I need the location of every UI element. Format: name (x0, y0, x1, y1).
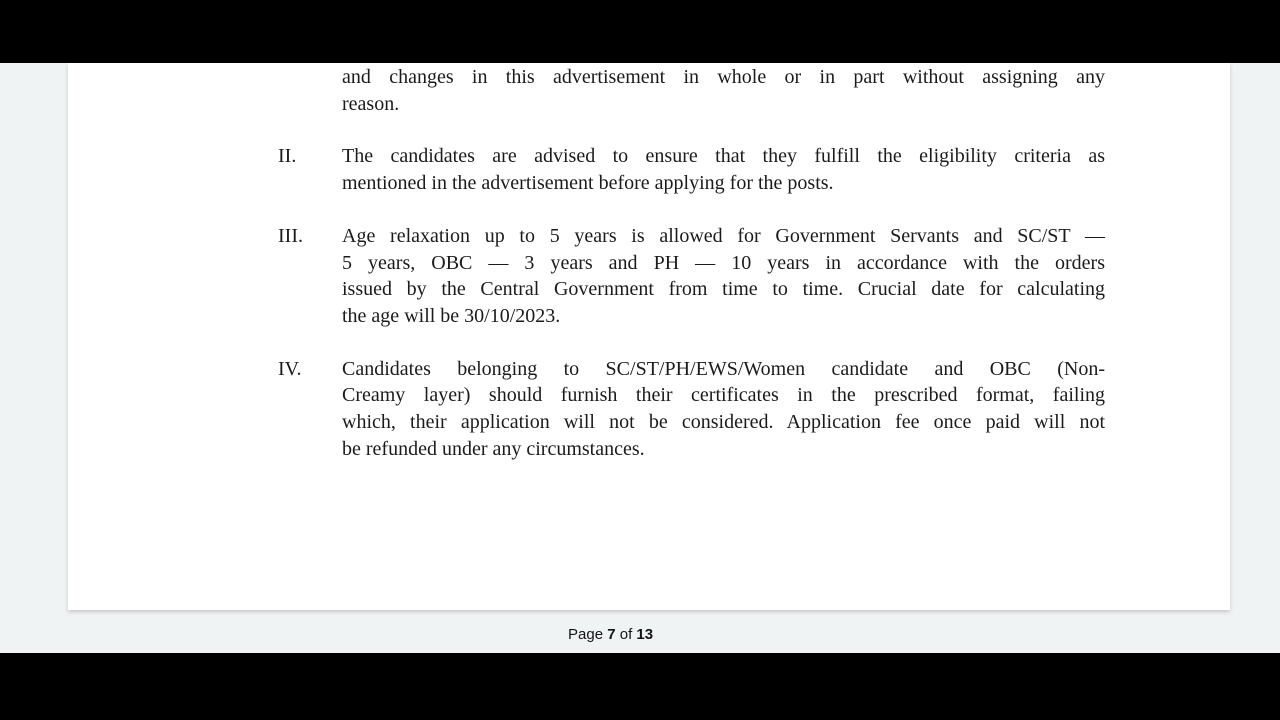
list-item-II (278, 143, 1105, 196)
letterbox-top-bar (0, 0, 1280, 63)
paragraph-line: The candidates are advised to ensure that they fulfill the eligibility criteria as (342, 145, 1105, 168)
paragraph-continuation (342, 64, 1105, 117)
paragraph-line: mentioned in the advertisement before applying for the posts. (342, 172, 834, 195)
paragraph-line: Age relaxation up to 5 years is allowed for Government Servants and SC/ST — (342, 224, 1105, 247)
paragraph-line: the age will be 30/10/2023. (342, 304, 561, 327)
letterbox-bottom-bar (0, 653, 1280, 720)
paragraph-line: Creamy layer) should furnish their certificates in the prescribed format, failing (342, 384, 1105, 407)
roman-numeral-label: IV. (278, 357, 302, 380)
list-item-III (278, 223, 1105, 330)
roman-numeral-label: II. (278, 145, 297, 168)
document-page (68, 63, 1230, 643)
list-item-IV (278, 356, 1105, 463)
document-viewer-area (0, 63, 1280, 653)
paragraph-line: and changes in this advertisement in whole or in part without assigning any (342, 66, 1105, 88)
paragraph-line: issued by the Central Government from time to time. Crucial date for calculating (342, 278, 1105, 301)
page-footer (568, 625, 653, 645)
paragraph-line: which, their application will not be considered. Application fee once paid will not (342, 411, 1105, 434)
paragraph-line: be refunded under any circumstances. (342, 437, 645, 460)
document-content (68, 64, 1230, 488)
paragraph-line: reason. (342, 92, 400, 115)
paragraph-line: Candidates belonging to SC/ST/PH/EWS/Women candidate and OBC (Non- (342, 357, 1105, 380)
footer-of-label: of (619, 626, 633, 643)
roman-numeral-label: III. (278, 224, 303, 247)
paragraph-line: 5 years, OBC — 3 years and PH — 10 years in accordance with the orders (342, 251, 1105, 274)
footer-page-number: 7 (607, 626, 616, 643)
footer-page-total: 13 (636, 626, 654, 643)
footer-page-label: Page (568, 626, 604, 643)
